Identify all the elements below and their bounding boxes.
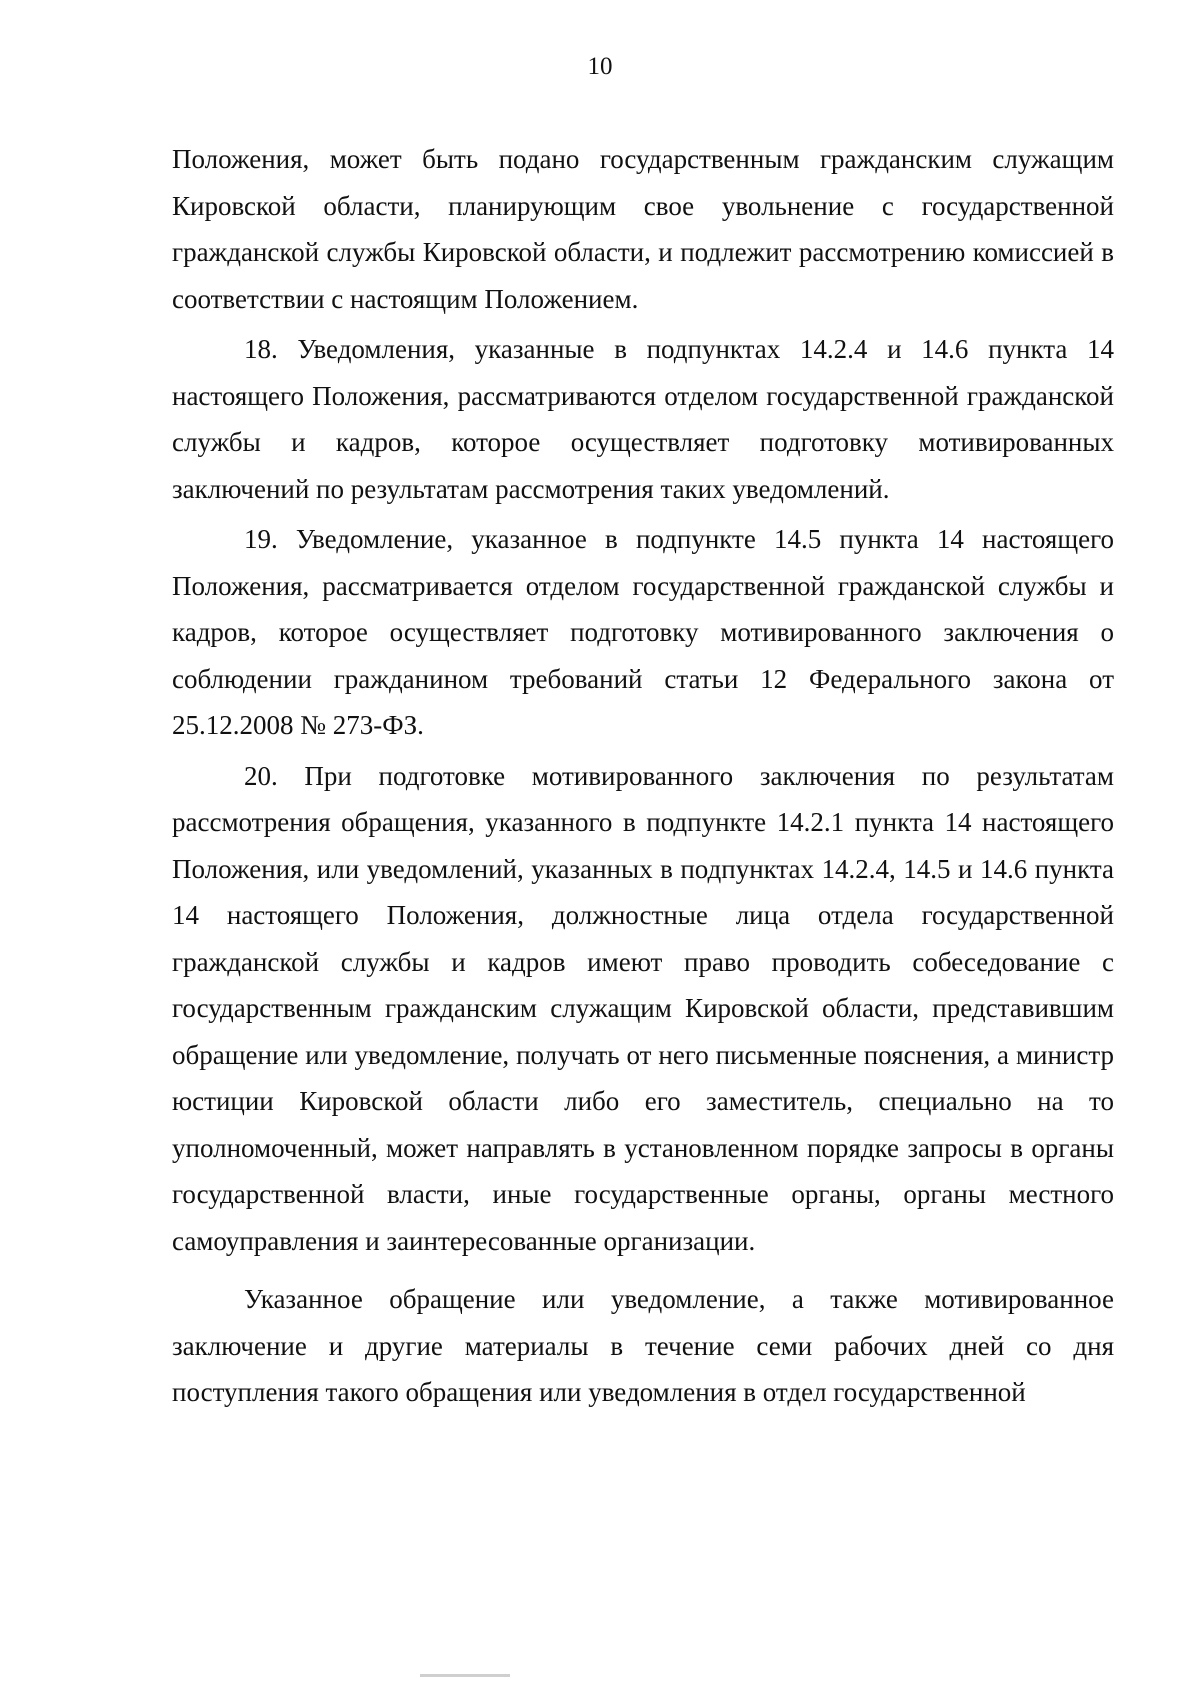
page-number: 10 — [587, 53, 613, 80]
paragraph-19: 19. Уведомление, указанное в подпункте 14.5 пункта 14 настоящего Положения, рассматривается отделом государственной гражданской службы и кадров, которое осуществляет подготовку мотивированного заключения о соблюдении гражданином требований статьи 12 Федерального закона от 25.12.2008 № 273-ФЗ. — [172, 524, 1114, 740]
paragraph-18: 18. Уведомления, указанные в подпунктах 14.2.4 и 14.6 пункта 14 настоящего Положения, рассматриваются отделом государственной гражданской службы и кадров, которое осуществляет подготовку мотивированных заключений по результатам рассмотрения таких уведомлений. — [172, 334, 1114, 504]
paragraph-continuation: Положения, может быть подано государственным гражданским служащим Кировской области, планирующим свое увольнение с государственной гражданской службы Кировской области, и подлежит рассмотрению комиссией в соответствии с настоящим Положением. — [172, 144, 1114, 314]
document-body — [172, 136, 1114, 1416]
paragraph-referral: Указанное обращение или уведомление, а также мотивированное заключение и другие материалы в течение семи рабочих дней со дня поступления такого обращения или уведомления в отдел государственной — [172, 1284, 1114, 1407]
paragraph-20: 20. При подготовке мотивированного заключения по результатам рассмотрения обращения, указанного в подпункте 14.2.1 пункта 14 настоящего Положения, или уведомлений, указанных в подпунктах 14.2.4, 14.5 и 14.6 пункта 14 настоящего Положения, должностные лица отдела государственной гражданской службы и кадров имеют право проводить собеседование с государственным гражданским служащим Кировской области, представившим обращение или уведомление, получать от него письменные пояснения, а министр юстиции Кировской области либо его заместитель, специально на то уполномоченный, может направлять в установленном порядке запросы в органы государственной власти, иные государственные органы, органы местного самоуправления и заинтересованные организации. — [172, 760, 1114, 1256]
scan-artifact — [420, 1674, 510, 1677]
